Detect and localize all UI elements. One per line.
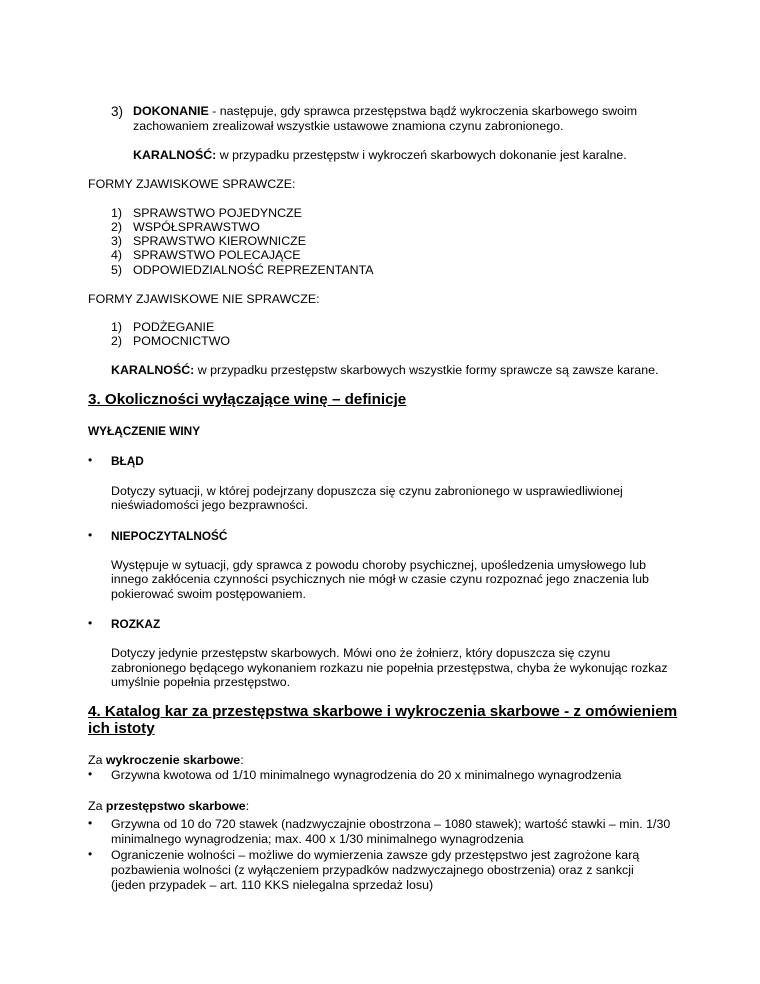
section-4-title-line-1: 4. Katalog kar za przestępstwa skarbowe i wykroczenia skarbowe - z omówieniem [88,703,678,720]
list-number: 4) [111,248,123,262]
label-suffix: : [245,799,250,813]
section-3-title: 3. Okoliczności wyłączające winę – definicje [88,391,407,408]
rozkaz-text-line: umyślnie popełnia przestępstwo. [111,675,291,689]
niepoczytalnosc-text-line: innego zakłócenia czynności psychicznych nie mógł w czasie czynu rozpoznać jego znaczenia lub [111,572,649,586]
przestepstwo-label [88,799,249,814]
karalnosc-text: w przypadku przestępstw skarbowych wszystkie formy sprawcze są zawsze karane. [194,363,659,377]
list-item: WSPÓŁSPRAWSTWO [133,220,260,234]
section-4-title-line-2: ich istoty [88,720,155,737]
list-number: 2) [111,220,123,234]
bullet-icon: • [88,816,93,830]
bullet-icon: • [88,616,93,630]
kara-item-line: pozbawienia wolności (z wyłączeniem przypadków nadzwyczajnego obostrzenia) oraz z sankcji [111,863,634,877]
karalnosc-niesprawcze [111,363,658,378]
karalnosc-text: w przypadku przestępstw i wykroczeń skarbowych dokonanie jest karalne. [216,148,627,162]
formy-niesprawcze-heading: FORMY ZJAWISKOWE NIE SPRAWCZE: [88,292,320,306]
list-number: 3) [111,104,124,119]
blad-text-line: nieświadomości jego bezprawności. [111,498,308,512]
karalnosc-label: KARALNOŚĆ: [133,148,217,162]
dokonanie-text: - następuje, gdy sprawca przestępstwa bądź wykroczenia skarbowego swoim [208,104,638,118]
niepoczytalnosc-text-line: Występuje w sytuacji, gdy sprawca z powodu choroby psychicznej, upośledzenia umysłowego lub [111,558,647,572]
list-item: SPRAWSTWO POLECAJĄCE [133,248,301,262]
niepoczytalnosc-label: NIEPOCZYTALNOŚĆ [111,529,228,543]
dokonanie-line-2: zachowaniem zrealizował wszystkie ustawowe znamiona czynu zabronionego. [133,119,564,133]
list-number: 2) [111,334,123,348]
blad-text-line: Dotyczy sytuacji, w której podejrzany dopuszcza się czynu zabronionego w usprawiedliwionej [111,484,623,498]
label-suffix: : [240,753,244,767]
list-item: ODPOWIEDZIALNOŚĆ REPREZENTANTA [133,263,374,277]
kara-item-line: Grzywna od 10 do 720 stawek (nadzwyczajnie obostrzona – 1080 stawek); wartość stawki – min. 1/30 [111,817,671,831]
dokonanie-term: DOKONANIE [133,104,209,118]
list-number: 3) [111,234,123,248]
label-prefix: Za [88,799,106,813]
przestepstwo-term: przestępstwo skarbowe [105,799,246,813]
bullet-icon: • [88,847,93,861]
list-number: 1) [111,206,123,220]
rozkaz-label: ROZKAZ [111,617,161,631]
blad-label: BŁĄD [111,454,144,468]
list-number: 5) [111,263,123,277]
kara-item-line: minimalnego wynagrodzenia; max. 400 x 1/30 minimalnego wynagrodzenia [111,832,524,846]
bullet-icon: • [88,767,93,781]
kara-item-line: (jeden przypadek – art. 110 KKS nielegalna sprzedaż losu) [111,878,434,892]
wykroczenie-label [88,753,244,768]
list-item: PODŻEGANIE [133,320,215,334]
wykroczenie-term: wykroczenie skarbowe [105,753,241,767]
karalnosc-dokonanie [133,148,627,163]
section-3-subheading: WYŁĄCZENIE WINY [88,424,201,438]
bullet-icon: • [88,528,93,542]
rozkaz-text-line: zabronionego będącego wykonaniem rozkazu nie popełnia przestępstwa, chyba że wykonując rozkaz [111,661,668,675]
list-item: SPRAWSTWO POJEDYNCZE [133,206,302,220]
list-item: SPRAWSTWO KIEROWNICZE [133,234,307,248]
dokonanie-line-1 [133,104,637,119]
rozkaz-text-line: Dotyczy jedynie przestępstw skarbowych. Mówi ono że żołnierz, który dopuszcza się czynu [111,646,611,660]
kara-item-line: Grzywna kwotowa od 1/10 minimalnego wynagrodzenia do 20 x minimalnego wynagrodzenia [111,768,622,782]
label-prefix: Za [88,753,106,767]
karalnosc-label: KARALNOŚĆ: [111,363,195,377]
list-item: POMOCNICTWO [133,334,231,348]
kara-item-line: Ograniczenie wolności – możliwe do wymierzenia zawsze gdy przestępstwo jest zagrożone karą [111,848,640,862]
niepoczytalnosc-text-line: pokierować swoim postępowaniem. [111,587,306,601]
list-number: 1) [111,320,123,334]
formy-sprawcze-heading: FORMY ZJAWISKOWE SPRAWCZE: [88,177,296,191]
bullet-icon: • [88,453,93,467]
